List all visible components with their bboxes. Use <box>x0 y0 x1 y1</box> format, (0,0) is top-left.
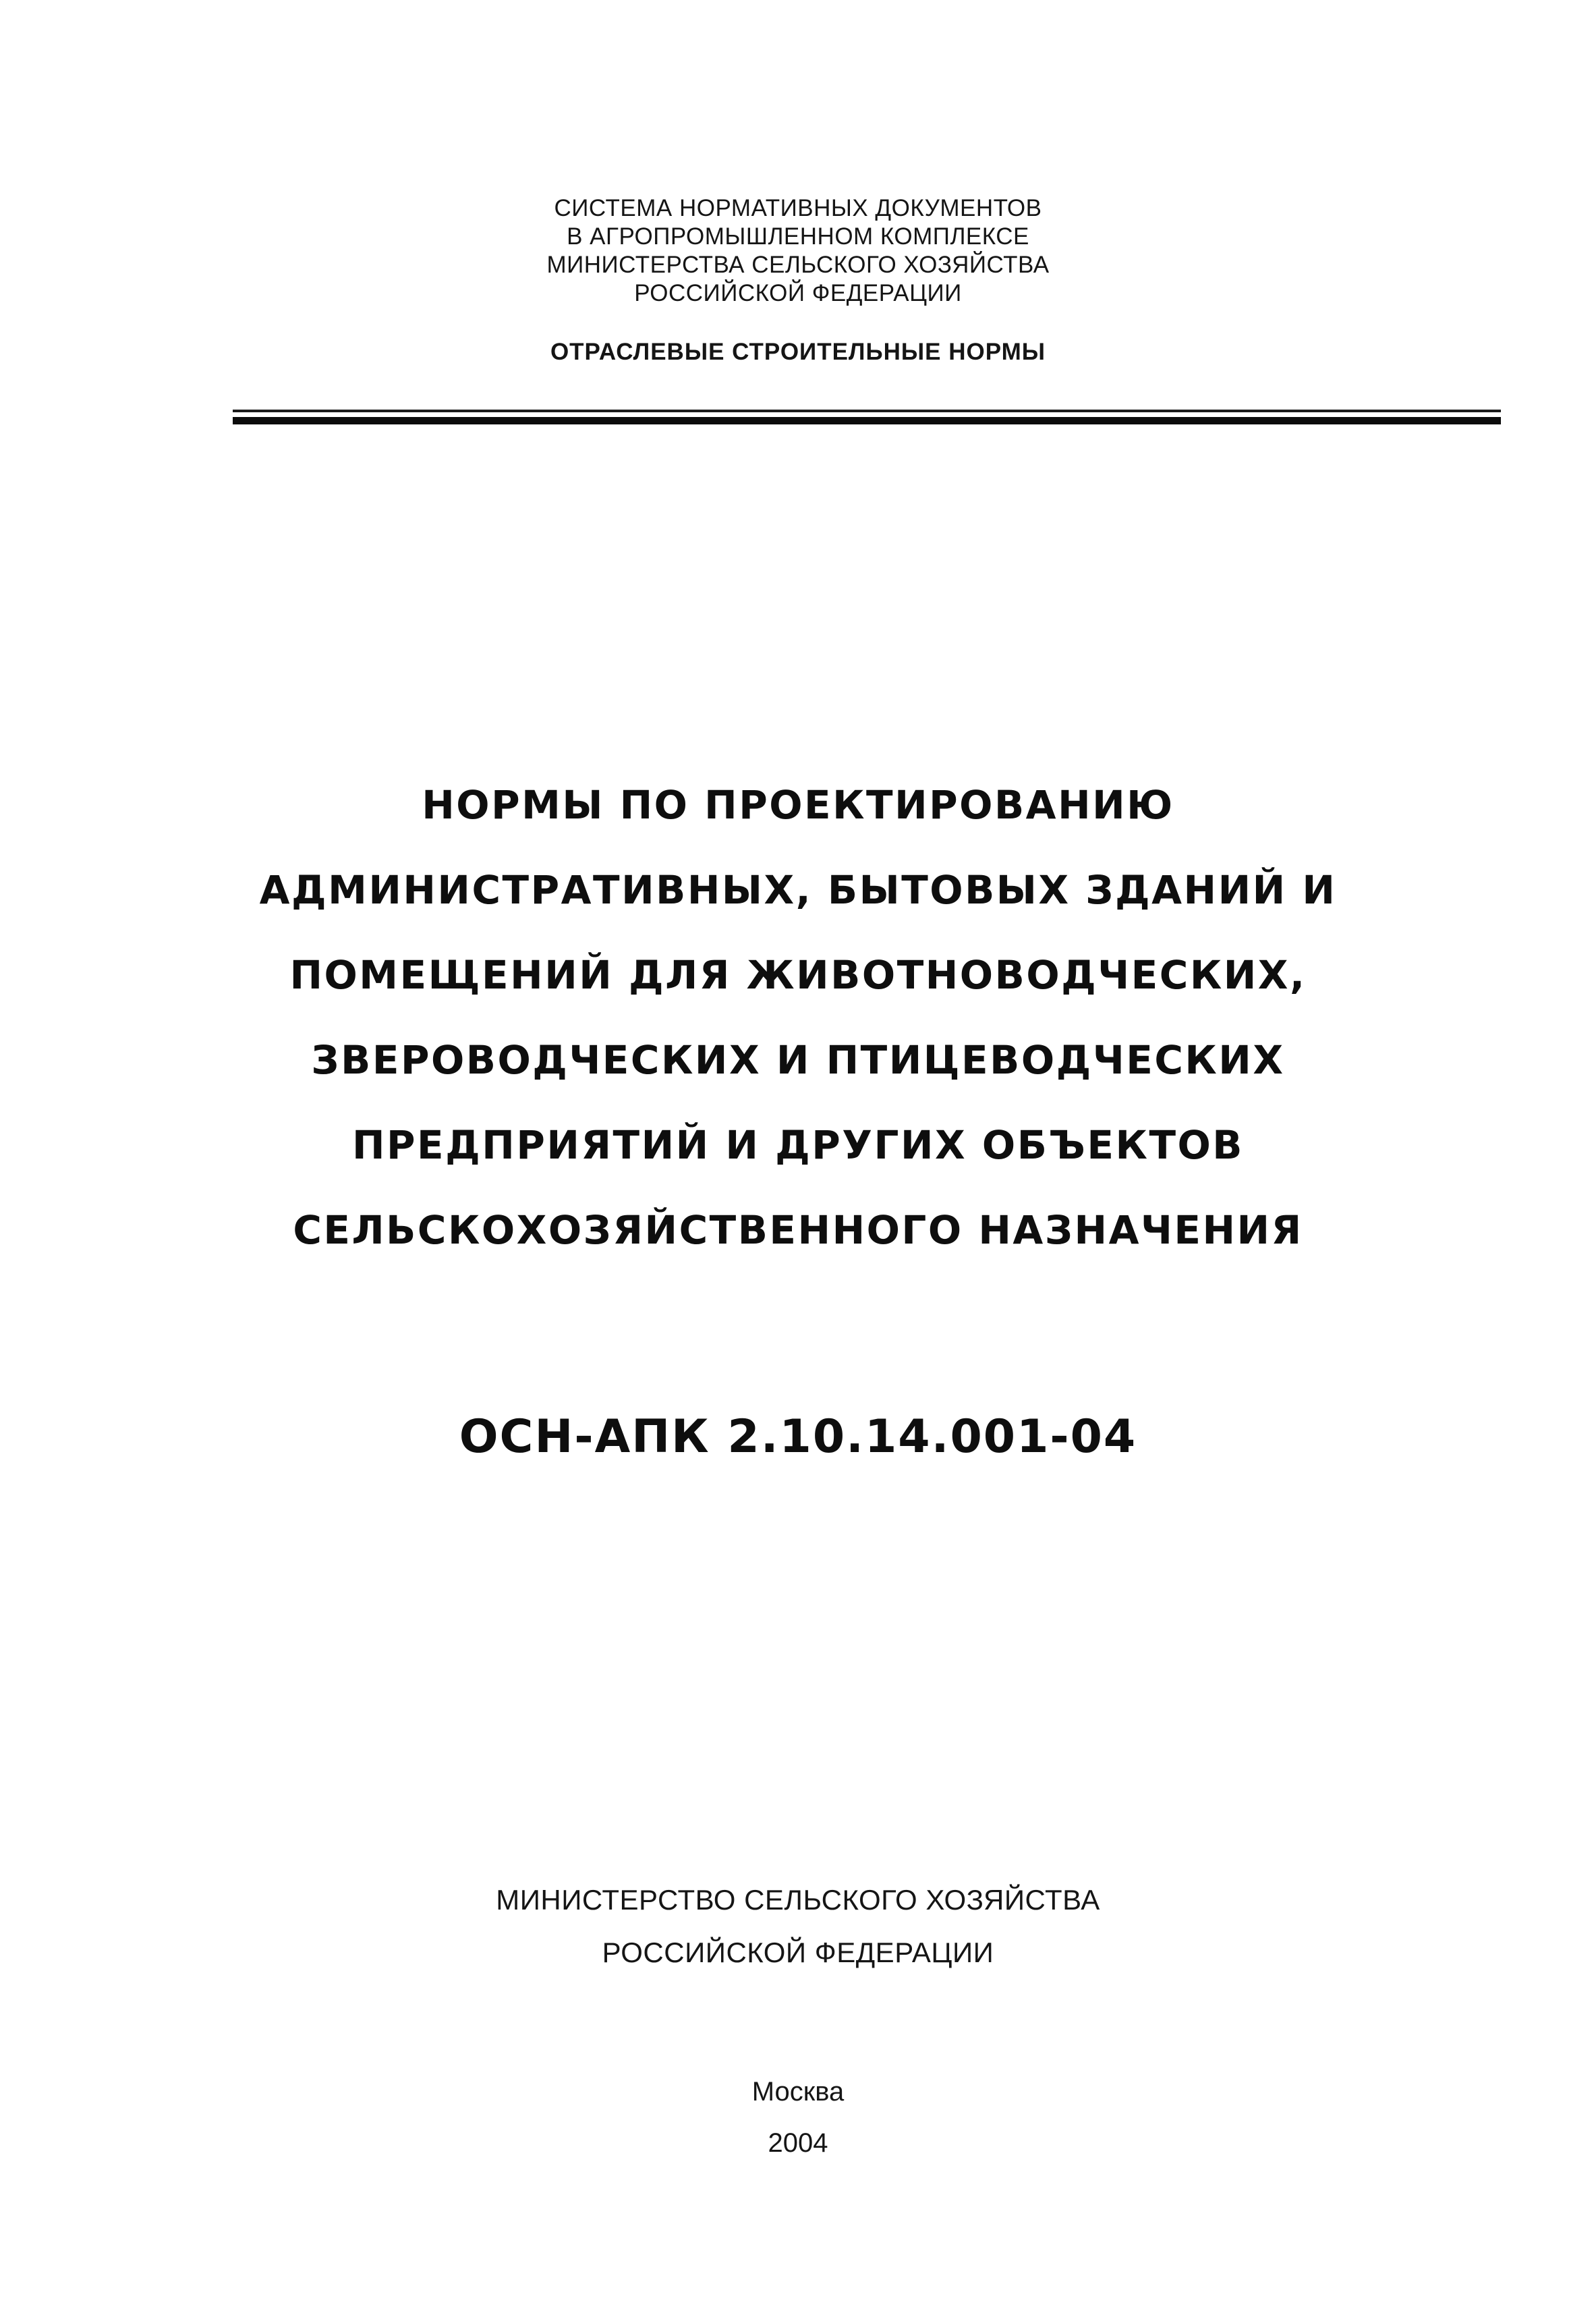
divider-rule-thick <box>233 417 1501 424</box>
header-line-4: РОССИЙСКОЙ ФЕДЕРАЦИИ <box>634 280 962 306</box>
imprint-city: Москва <box>751 2077 845 2107</box>
header-line-3: МИНИСТЕРСТВА СЕЛЬСКОГО ХОЗЯЙСТВА <box>546 252 1050 278</box>
header-line-1: СИСТЕМА НОРМАТИВНЫХ ДОКУМЕНТОВ <box>554 195 1042 221</box>
title-line-6: СЕЛЬСКОХОЗЯЙСТВЕННОГО НАЗНАЧЕНИЯ <box>293 1207 1303 1253</box>
title-line-3: ПОМЕЩЕНИЙ ДЛЯ ЖИВОТНОВОДЧЕСКИХ, <box>289 952 1307 998</box>
series-label: ОТРАСЛЕВЫЕ СТРОИТЕЛЬНЫЕ НОРМЫ <box>550 339 1046 365</box>
title-line-2: АДМИНИСТРАТИВНЫХ, БЫТОВЫХ ЗДАНИЙ И <box>259 867 1337 913</box>
publisher-line-1: МИНИСТЕРСТВО СЕЛЬСКОГО ХОЗЯЙСТВА <box>496 1884 1100 1916</box>
publisher-line-2: РОССИЙСКОЙ ФЕДЕРАЦИИ <box>602 1937 994 1968</box>
publisher <box>0 1874 1596 1979</box>
header-line-2: В АГРОПРОМЫШЛЕННОМ КОМПЛЕКСЕ <box>567 223 1029 250</box>
title-line-4: ЗВЕРОВОДЧЕСКИХ И ПТИЦЕВОДЧЕСКИХ <box>311 1037 1285 1083</box>
title-line-1: НОРМЫ ПО ПРОЕКТИРОВАНИЮ <box>422 782 1174 828</box>
imprint <box>0 2066 1596 2169</box>
issuing-system-header <box>0 194 1596 308</box>
imprint-year: 2004 <box>768 2128 828 2158</box>
document-title <box>0 762 1596 1273</box>
title-line-5: ПРЕДПРИЯТИЙ И ДРУГИХ ОБЪЕКТОВ <box>351 1122 1245 1168</box>
document-code: ОСН-АПК 2.10.14.001-04 <box>459 1410 1137 1464</box>
divider-rule-thin <box>233 410 1501 412</box>
